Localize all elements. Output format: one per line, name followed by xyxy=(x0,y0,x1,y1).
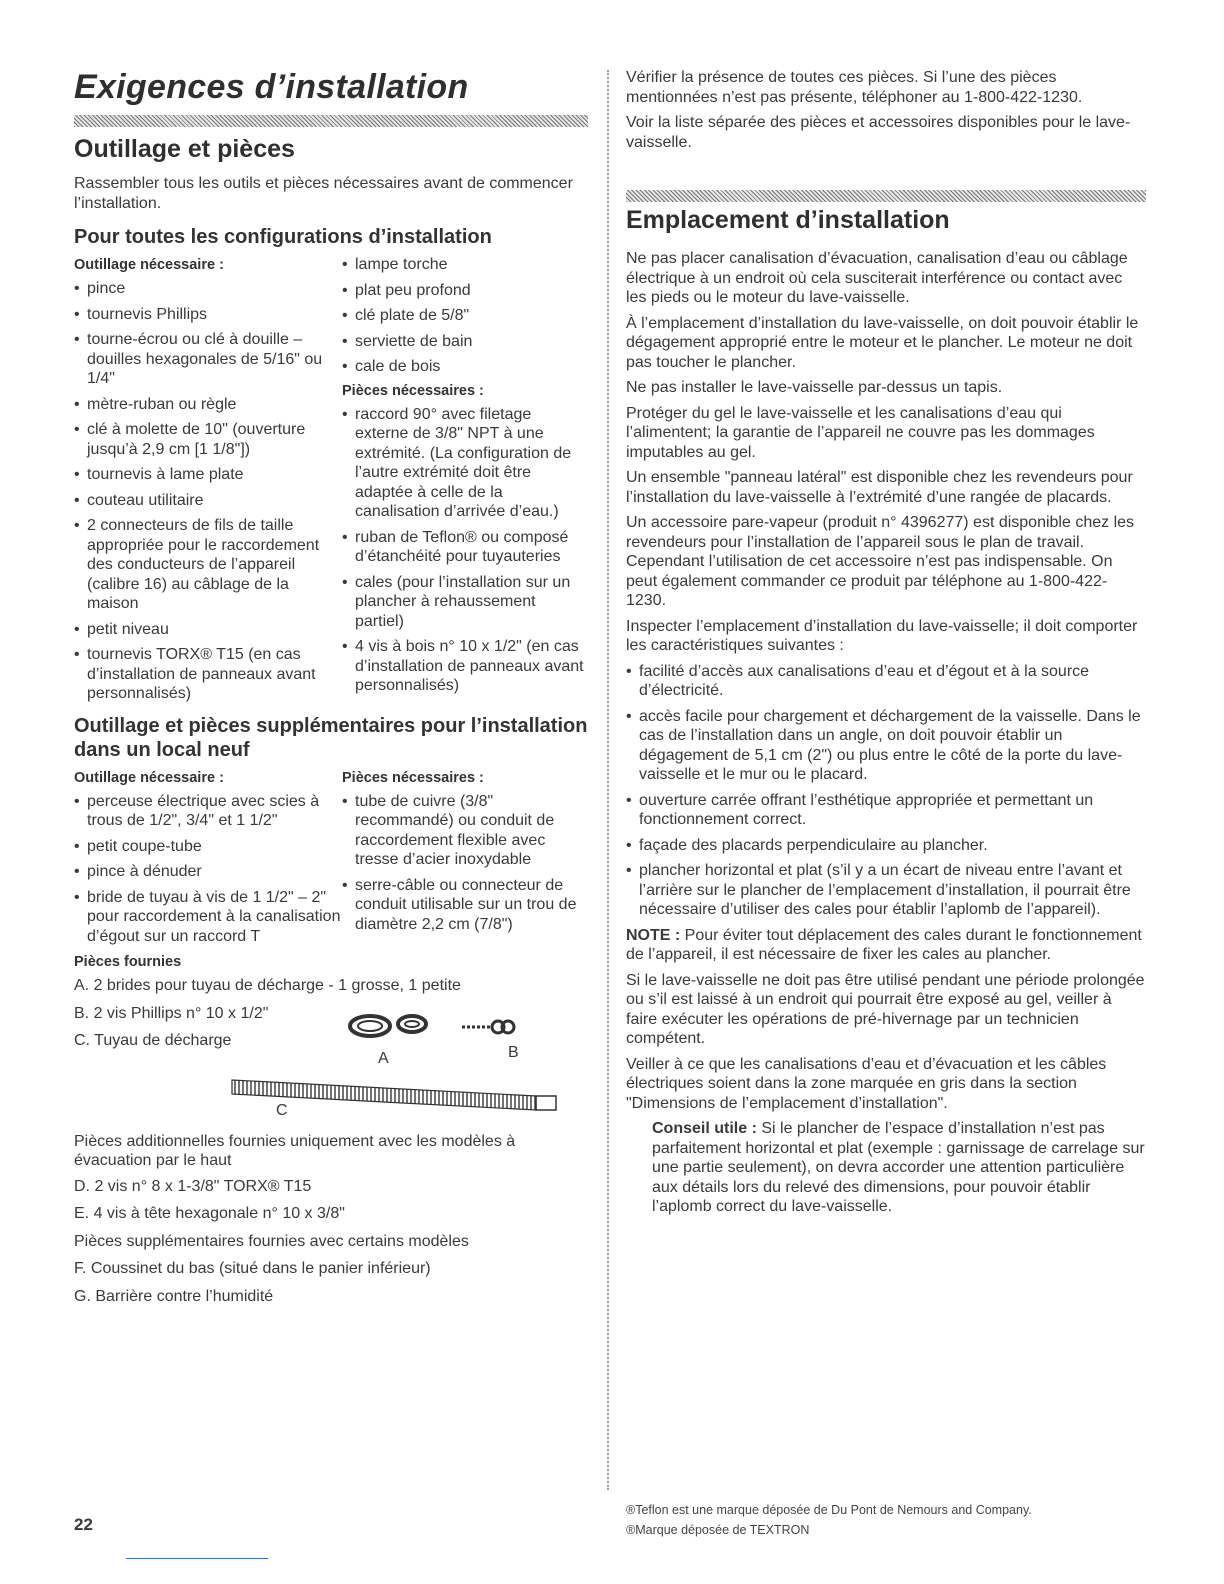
tools-list-1 xyxy=(74,279,342,704)
location-paragraph: Ne pas installer le lave-vaisselle par-dessus un tapis. xyxy=(626,379,1003,396)
list-item: • clé à molette de 10" (ouverture jusqu’à 2,9 cm [1 1/8"]) xyxy=(74,420,342,459)
list-item: • perceuse électrique avec scies à trous de 1/2", 3/4" et 1 1/2" xyxy=(74,792,342,831)
extra-part-d: D. 2 vis n° 8 x 1-3/8" TORX® T15 xyxy=(74,1177,312,1195)
intro-text: Rassembler tous les outils et pièces nécessaires avant de commencer l’installation. xyxy=(74,175,573,212)
zone-paragraph: Veiller à ce que les canalisations d’eau et d’évacuation et les câbles électriques soient dans la zone marquée en gris dans la section "Dimensions de l’emplacement d’installation". xyxy=(626,1055,1107,1112)
note-paragraph xyxy=(626,926,1146,965)
new-tools-list xyxy=(74,792,342,947)
new-parts-label: Pièces nécessaires : xyxy=(342,769,484,786)
list-item: • tournevis TORX® T15 (en cas d’installation de panneaux avant personnalisés) xyxy=(74,645,342,704)
tools-list-2 xyxy=(342,255,588,377)
list-item: • cale de bois xyxy=(342,357,588,377)
list-item: • mètre-ruban ou règle xyxy=(74,395,342,415)
parts-label: Pièces nécessaires : xyxy=(342,382,484,399)
right-column xyxy=(626,68,1146,1223)
list-item: • tournevis à lame plate xyxy=(74,465,342,485)
list-item: • ruban de Teflon® ou composé d’étanchéité pour tuyauteries xyxy=(342,528,588,567)
list-item: • plat peu profond xyxy=(342,281,588,301)
footnote-teflon: ®Teflon est une marque déposée de Du Pont de Nemours and Company. xyxy=(626,1503,1032,1517)
figure-label-a: A xyxy=(378,1049,389,1067)
extra-parts-intro: Pièces additionnelles fournies uniquement avec les modèles à évacuation par le haut xyxy=(74,1132,516,1169)
list-item: • cales (pour l’installation sur un plancher à rehaussement partiel) xyxy=(342,573,588,632)
hatched-rule xyxy=(626,190,1146,202)
column-divider xyxy=(607,70,609,1490)
list-item: • plancher horizontal et plat (s’il y a un écart de niveau entre l’avant et l’arrière sur le plancher de l’emplacement d’installation, il pourrait être nécessaire d’utiliser des cales pour établir l’aplomb de l’appareil). xyxy=(626,861,1146,920)
footnote-torx: ®Marque déposée de TEXTRON xyxy=(626,1523,810,1537)
list-item: • bride de tuyau à vis de 1 1/2" – 2" pour raccordement à la canalisation d’égout sur un raccord T xyxy=(74,888,342,947)
note-label: NOTE : xyxy=(626,926,681,944)
list-item: • petit coupe-tube xyxy=(74,837,342,857)
location-paragraph: Ne pas placer canalisation d’évacuation, canalisation d’eau ou câblage électrique à un endroit où cela susciterait interférence ou contact avec les pieds ou le moteur du lave-vaisselle. xyxy=(626,250,1128,306)
location-requirements-list xyxy=(626,662,1146,920)
list-item: • ouverture carrée offrant l’esthétique appropriée et permettant un fonctionnement correct. xyxy=(626,791,1146,830)
note-text: Pour éviter tout déplacement des cales durant le fonctionnement de l’appareil, il est nécessaire de fixer les cales au plancher. xyxy=(626,926,1142,963)
blue-rule xyxy=(126,1558,268,1559)
left-column xyxy=(74,64,588,1314)
section-title-tools-parts: Outillage et pièces xyxy=(74,135,295,163)
optional-part-f: F. Coussinet du bas (situé dans le panier inférieur) xyxy=(74,1260,431,1277)
page-title: Exigences d’installation xyxy=(74,68,469,106)
list-item: • raccord 90° avec filetage externe de 3/8" NPT à une extrémité. (La configuration de l’autre extrémité doit être adaptée à celle de la canalisation d’arrivée d’eau.) xyxy=(342,405,588,522)
extra-part-e: E. 4 vis à tête hexagonale n° 10 x 3/8" xyxy=(74,1205,345,1222)
list-item: • accès facile pour chargement et déchargement de la vaisselle. Dans le cas de l’installation dans un angle, on doit pouvoir établir un dégagement de 5,1 cm (2") ou plus entre le côté de la porte du lave-vaisselle et le mur ou le placard. xyxy=(626,707,1146,785)
page-number: 22 xyxy=(74,1515,93,1534)
list-item: • couteau utilitaire xyxy=(74,491,342,511)
tip-paragraph xyxy=(626,1119,1146,1217)
list-item: • petit niveau xyxy=(74,620,342,640)
new-tools-label: Outillage nécessaire : xyxy=(74,769,224,786)
supplied-label: Pièces fournies xyxy=(74,954,182,970)
supplied-item-a: A. 2 brides pour tuyau de décharge - 1 grosse, 1 petite xyxy=(74,977,461,994)
supplied-item-c: C. Tuyau de décharge xyxy=(74,1032,232,1049)
tip-text: Si le plancher de l’espace d’installation n’est pas parfaitement horizontal et plat (exemple : garnissage de carrelage sur une partie seulement), on devra accorder une attention particulière aux détails lors du relevé des dimensions, pour pouvoir établir l’aplomb correct du lave-vaisselle. xyxy=(652,1120,1145,1215)
hatched-rule xyxy=(74,115,588,127)
footnotes xyxy=(626,1500,1032,1540)
list-item: • clé plate de 5/8" xyxy=(342,306,588,326)
all-configs-title: Pour toutes les configurations d’installation xyxy=(74,226,492,248)
winterize-paragraph: Si le lave-vaisselle ne doit pas être utilisé pendant une période prolongée ou s’il est laissé à un endroit qui pourrait être exposé au gel, veiller à faire exécuter les opérations de pré-hivernage par un technicien compétent. xyxy=(626,971,1145,1047)
location-paragraph: Un accessoire pare-vapeur (produit n° 4396277) est disponible chez les revendeurs pour l’installation de l’appareil sous le plan de travail. Cependant l’utilisation de cet accessoire n’est pas indispensable. On peut également commander ce produit par téléphone au 1-800-422-1230. xyxy=(626,514,1135,609)
list-item: • 4 vis à bois n° 10 x 1/2" (en cas d’installation de panneaux avant personnalisés) xyxy=(342,637,588,696)
list-item: • pince à dénuder xyxy=(74,862,342,882)
new-parts-list xyxy=(342,792,588,935)
list-item: • facilité d’accès aux canalisations d’eau et d’égout et à la source d’électricité. xyxy=(626,662,1146,701)
list-item: • tourne-écrou ou clé à douille – douilles hexagonales de 5/16" ou 1/4" xyxy=(74,330,342,389)
section-title-location: Emplacement d’installation xyxy=(626,206,950,234)
location-paragraph: Un ensemble "panneau latéral" est disponible chez les revendeurs pour l’installation du lave-vaisselle à l’extrémité d’une rangée de placards. xyxy=(626,469,1133,506)
verify-parts-text: Vérifier la présence de toutes ces pièces. Si l’une des pièces mentionnées n’est pas présente, téléphoner au 1-800-422-1230. xyxy=(626,69,1083,106)
tip-label: Conseil utile : xyxy=(652,1120,757,1137)
all-configs-lists xyxy=(74,255,588,710)
list-item: • façade des placards perpendiculaire au plancher. xyxy=(626,836,1146,856)
location-paragraph: À l’emplacement d’installation du lave-vaisselle, on doit pouvoir établir le dégagement approprié entre le moteur et le plancher. Le moteur ne doit pas toucher le plancher. xyxy=(626,314,1139,371)
supplied-item-b: B. 2 vis Phillips n° 10 x 1/2" xyxy=(74,1004,269,1022)
figure-label-c: C xyxy=(276,1101,288,1119)
figure-label-b: B xyxy=(508,1043,519,1061)
list-item: • serre-câble ou connecteur de conduit utilisable sur un trou de diamètre 2,2 cm (7/8") xyxy=(342,876,588,935)
new-install-lists xyxy=(74,768,588,953)
parts-figure xyxy=(74,1004,588,1120)
list-item: • tube de cuivre (3/8" recommandé) ou conduit de raccordement flexible avec tresse d’acier inoxydable xyxy=(342,792,588,870)
tools-label: Outillage nécessaire : xyxy=(74,257,224,273)
screw-illustration xyxy=(458,1014,518,1040)
new-install-title: Outillage et pièces supplémentaires pour l’installation dans un local neuf xyxy=(74,714,588,761)
list-item: • lampe torche xyxy=(342,255,588,275)
list-item: • tournevis Phillips xyxy=(74,305,342,325)
location-paragraph: Protéger du gel le lave-vaisselle et les canalisations d’eau qui l’alimentent; la garantie de l’appareil ne couvre pas les dommages imputables au gel. xyxy=(626,404,1095,461)
parts-list xyxy=(342,405,588,696)
hose-clamps-illustration xyxy=(346,1008,446,1048)
optional-parts-intro: Pièces supplémentaires fournies avec certains modèles xyxy=(74,1232,469,1250)
optional-part-g: G. Barrière contre l’humidité xyxy=(74,1287,274,1305)
see-list-text: Voir la liste séparée des pièces et accessoires disponibles pour le lave-vaisselle. xyxy=(626,114,1131,151)
list-item: • pince xyxy=(74,279,342,299)
list-item: • 2 connecteurs de fils de taille appropriée pour le raccordement des conducteurs de l’appareil (calibre 16) au câblage de la maison xyxy=(74,516,342,614)
location-paragraph: Inspecter l’emplacement d’installation du lave-vaisselle; il doit comporter les caractéristiques suivantes : xyxy=(626,617,1138,654)
list-item: • serviette de bain xyxy=(342,332,588,352)
